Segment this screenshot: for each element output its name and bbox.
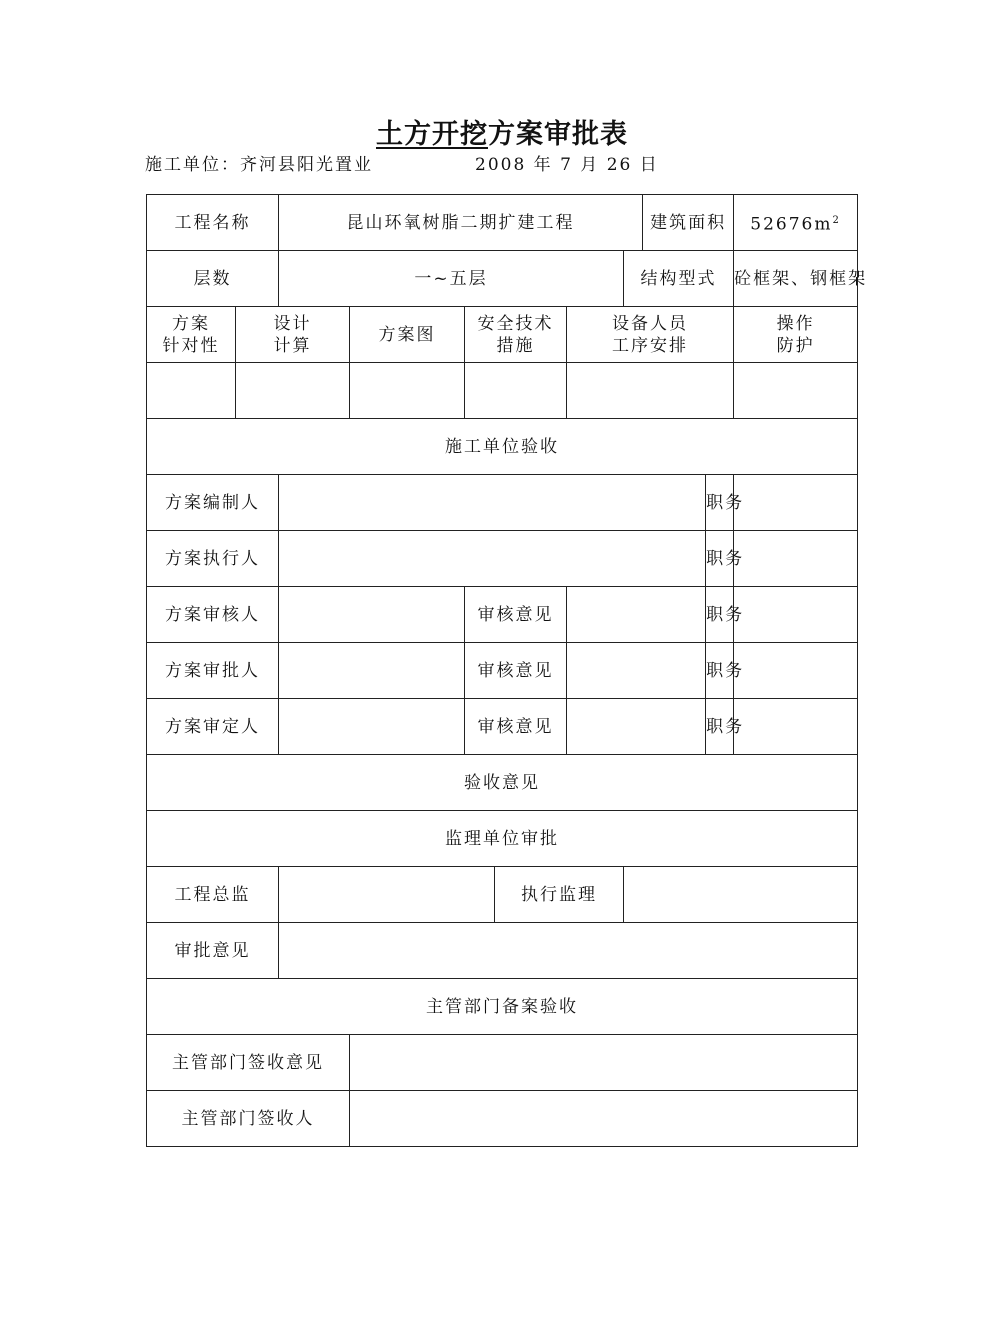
section-acceptance-opinion: 验收意见 — [147, 755, 858, 811]
row-authority-signer — [147, 1091, 858, 1147]
executor-value[interactable] — [279, 531, 706, 587]
row-finalizer — [147, 699, 858, 755]
finalizer-position-value[interactable] — [734, 699, 858, 755]
document-title — [0, 112, 1004, 151]
reviewer-label: 方案审核人 — [147, 587, 279, 643]
row-approver — [147, 643, 858, 699]
authority-signer-label: 主管部门签收人 — [147, 1091, 350, 1147]
reviewer-opinion-value[interactable] — [567, 587, 706, 643]
value-equipment-staff[interactable] — [567, 363, 734, 419]
area-label: 建筑面积 — [643, 195, 734, 251]
approver-value[interactable] — [279, 643, 465, 699]
row-floors — [147, 251, 858, 307]
reviewer-position-label: 职务 — [706, 587, 734, 643]
approval-form-table — [146, 194, 868, 1147]
row-compiler — [147, 475, 858, 531]
compiler-position-value[interactable] — [734, 475, 858, 531]
approval-opinion-value[interactable] — [279, 923, 858, 979]
approver-position-value[interactable] — [734, 643, 858, 699]
compiler-position-label: 职务 — [706, 475, 734, 531]
row-section-supervision — [147, 811, 858, 867]
header-targeting: 方案 针对性 — [147, 307, 236, 363]
header-operation-protection: 操作 防护 — [734, 307, 858, 363]
finalizer-value[interactable] — [279, 699, 465, 755]
value-design-calc[interactable] — [236, 363, 350, 419]
header-equipment-staff: 设备人员 工序安排 — [567, 307, 734, 363]
row-section-authority — [147, 979, 858, 1035]
row-headers — [147, 307, 858, 363]
row-executor — [147, 531, 858, 587]
reviewer-opinion-label: 审核意见 — [465, 587, 567, 643]
finalizer-opinion-value[interactable] — [567, 699, 706, 755]
executive-supervisor-label: 执行监理 — [495, 867, 624, 923]
finalizer-position-label: 职务 — [706, 699, 734, 755]
project-name-value: 昆山环氧树脂二期扩建工程 — [279, 195, 643, 251]
structure-label: 结构型式 — [624, 251, 734, 307]
header-safety-measures: 安全技术 措施 — [465, 307, 567, 363]
value-operation-protection[interactable] — [734, 363, 858, 419]
construction-unit: 施工单位：齐河县阳光置业 — [145, 155, 373, 175]
floors-label: 层数 — [147, 251, 279, 307]
executor-position-value[interactable] — [734, 531, 858, 587]
row-reviewer — [147, 587, 858, 643]
row-supervisors — [147, 867, 858, 923]
value-plan-drawing[interactable] — [350, 363, 465, 419]
section-construction-acceptance: 施工单位验收 — [147, 419, 858, 475]
structure-value: 砼框架、钢框架 — [734, 251, 858, 307]
approver-opinion-value[interactable] — [567, 643, 706, 699]
row-section-construction — [147, 419, 858, 475]
approval-opinion-label: 审批意见 — [147, 923, 279, 979]
chief-supervisor-label: 工程总监 — [147, 867, 279, 923]
title-underlined: 土方开挖 — [376, 119, 488, 150]
finalizer-opinion-label: 审核意见 — [465, 699, 567, 755]
header-design-calc: 设计 计算 — [236, 307, 350, 363]
section-authority-record: 主管部门备案验收 — [147, 979, 858, 1035]
row-header-values — [147, 363, 858, 419]
row-approval-opinion — [147, 923, 858, 979]
finalizer-label: 方案审定人 — [147, 699, 279, 755]
executive-supervisor-value[interactable] — [624, 867, 858, 923]
area-value: $52676m^2$ — [734, 195, 858, 251]
section-supervision-approval: 监理单位审批 — [147, 811, 858, 867]
reviewer-value[interactable] — [279, 587, 465, 643]
row-project — [147, 195, 858, 251]
compiler-value[interactable] — [279, 475, 706, 531]
executor-label: 方案执行人 — [147, 531, 279, 587]
form-date: 2008 年 7 月 26 日 — [475, 155, 659, 175]
compiler-label: 方案编制人 — [147, 475, 279, 531]
authority-signer-value[interactable] — [350, 1091, 858, 1147]
reviewer-position-value[interactable] — [734, 587, 858, 643]
authority-opinion-label: 主管部门签收意见 — [147, 1035, 350, 1091]
value-targeting[interactable] — [147, 363, 236, 419]
header-plan-drawing: 方案图 — [350, 307, 465, 363]
value-safety-measures[interactable] — [465, 363, 567, 419]
meta-line — [145, 150, 659, 175]
row-authority-opinion — [147, 1035, 858, 1091]
approver-opinion-label: 审核意见 — [465, 643, 567, 699]
executor-position-label: 职务 — [706, 531, 734, 587]
chief-supervisor-value[interactable] — [279, 867, 495, 923]
project-name-label: 工程名称 — [147, 195, 279, 251]
row-acceptance-opinion — [147, 755, 858, 811]
authority-opinion-value[interactable] — [350, 1035, 858, 1091]
approver-label: 方案审批人 — [147, 643, 279, 699]
title-rest: 方案审批表 — [488, 119, 628, 150]
approver-position-label: 职务 — [706, 643, 734, 699]
floors-value: 一~五层 — [279, 251, 624, 307]
